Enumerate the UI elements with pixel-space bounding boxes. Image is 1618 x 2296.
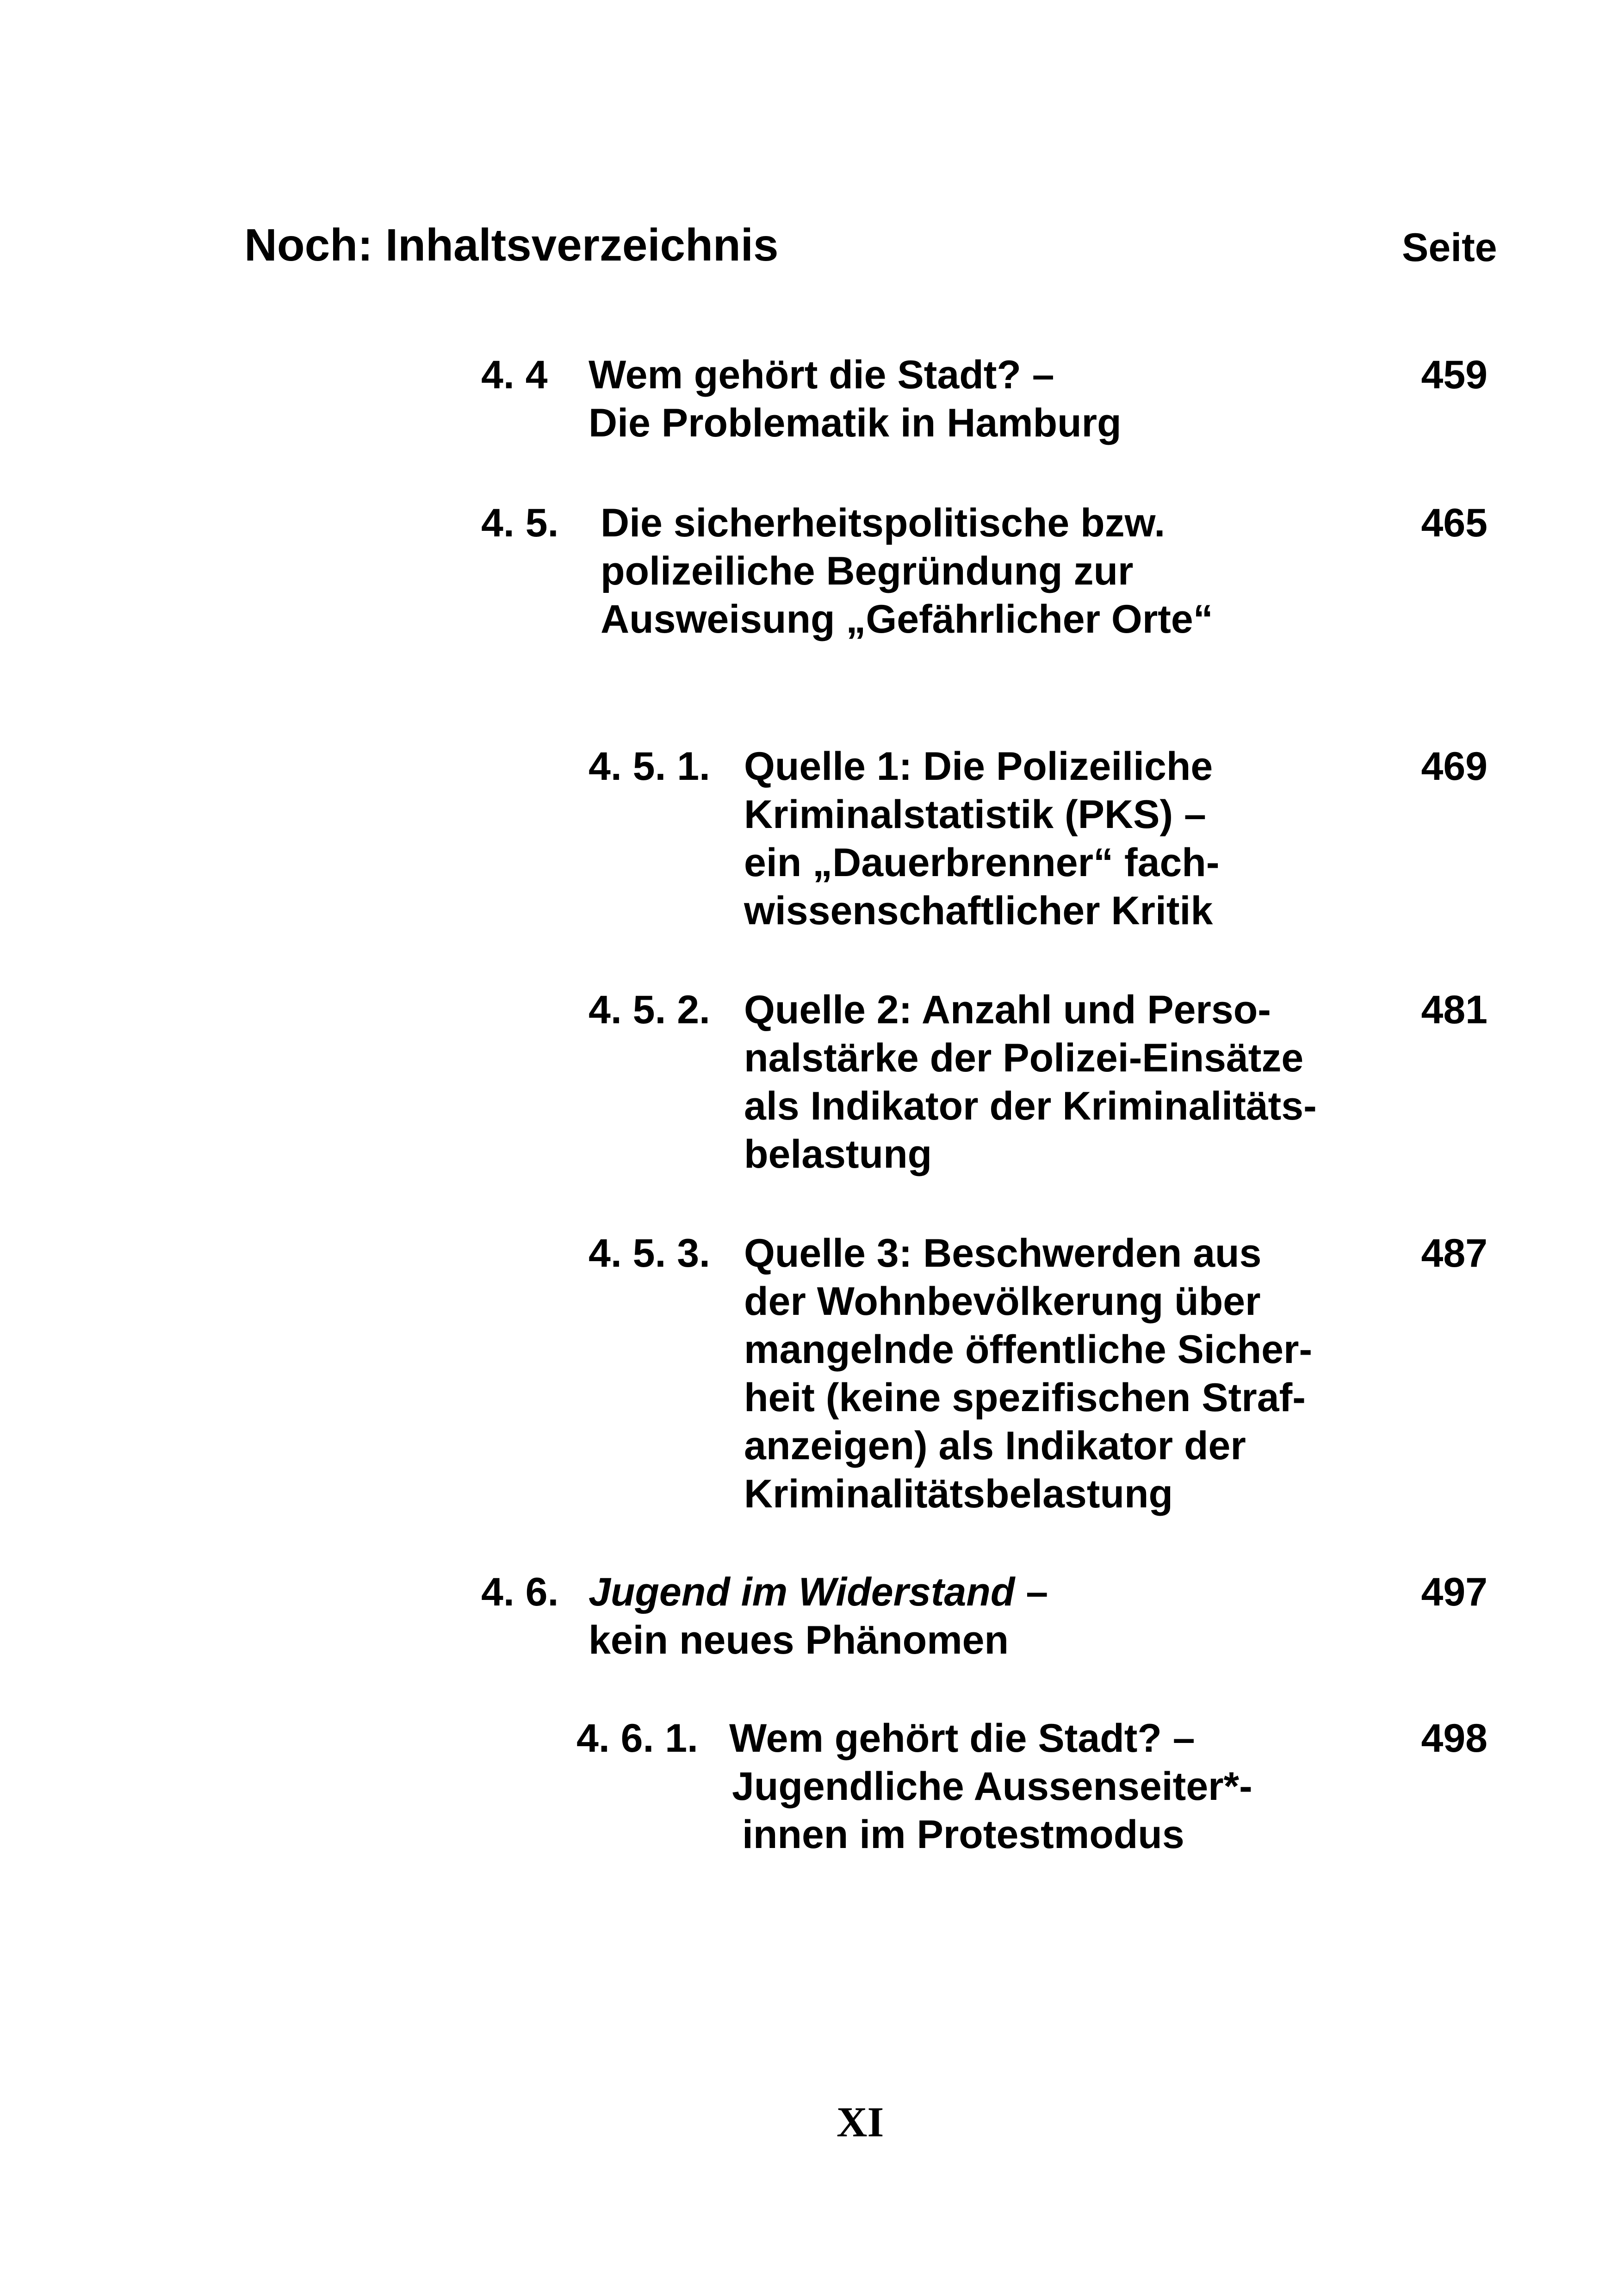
entry-title-line: Quelle 3: Beschwerden aus xyxy=(744,1231,1262,1276)
entry-title-line: Die Problematik in Hamburg xyxy=(589,401,1122,445)
entry-title-italic: Jugend im Widerstand xyxy=(589,1570,1015,1614)
page-title: Noch: Inhaltsverzeichnis xyxy=(244,219,779,270)
section-number: 4. 5. 3. xyxy=(589,1231,710,1276)
entry-title-line: belastung xyxy=(744,1132,932,1176)
entry-title-dash: – xyxy=(1015,1570,1048,1614)
page-number: 487 xyxy=(1421,1231,1488,1276)
entry-title-line: nalstärke der Polizei-Einsätze xyxy=(744,1036,1304,1080)
entry-title-line: als Indikator der Kriminalitäts- xyxy=(744,1084,1317,1128)
entry-title-line: Quelle 1: Die Polizeiliche xyxy=(744,744,1213,789)
page-number: 459 xyxy=(1421,353,1488,397)
page-folio: XI xyxy=(837,2098,884,2146)
section-number: 4. 5. 2. xyxy=(589,988,710,1032)
entry-title-line: wissenschaftlicher Kritik xyxy=(744,889,1213,933)
entry-title-line: der Wohnbevölkerung über xyxy=(744,1279,1261,1324)
page-number: 497 xyxy=(1421,1570,1488,1614)
entry-title-line: Die sicherheitspolitische bzw. xyxy=(601,501,1165,545)
page-number: 465 xyxy=(1421,501,1488,545)
entry-title-line: Kriminalitätsbelastung xyxy=(744,1472,1173,1516)
entry-title-line: Wem gehört die Stadt? – xyxy=(589,353,1054,397)
entry-title-line: Ausweisung „Gefährlicher Orte“ xyxy=(601,597,1213,641)
section-number: 4. 5. xyxy=(481,501,559,545)
entry-title-line: innen im Protestmodus xyxy=(742,1812,1184,1857)
section-number: 4. 4 xyxy=(481,353,548,397)
entry-title-line: heit (keine spezifischen Straf- xyxy=(744,1375,1306,1420)
entry-title-line: Wem gehört die Stadt? – xyxy=(729,1716,1195,1761)
section-number: 4. 6. xyxy=(481,1570,559,1614)
entry-title-line: ein „Dauerbrenner“ fach- xyxy=(744,840,1220,885)
page-number: 498 xyxy=(1421,1716,1488,1761)
section-number: 4. 5. 1. xyxy=(589,744,710,789)
entry-title-line: Jugendliche Aussenseiter*- xyxy=(732,1764,1252,1809)
entry-title-line: Quelle 2: Anzahl und Perso- xyxy=(744,988,1271,1032)
entry-title-line: Kriminalstatistik (PKS) – xyxy=(744,792,1206,837)
page-number: 481 xyxy=(1421,988,1488,1032)
entry-title-line: anzeigen) als Indikator der xyxy=(744,1424,1246,1468)
section-number: 4. 6. 1. xyxy=(577,1716,698,1761)
page-number: 469 xyxy=(1421,744,1488,789)
entry-title-line: mangelnde öffentliche Sicher- xyxy=(744,1327,1313,1372)
entry-title-line: kein neues Phänomen xyxy=(589,1618,1009,1662)
entry-title-line: polizeiliche Begründung zur xyxy=(601,549,1134,593)
entry-title-line xyxy=(589,1568,1048,1616)
page-column-label: Seite xyxy=(1402,225,1497,270)
